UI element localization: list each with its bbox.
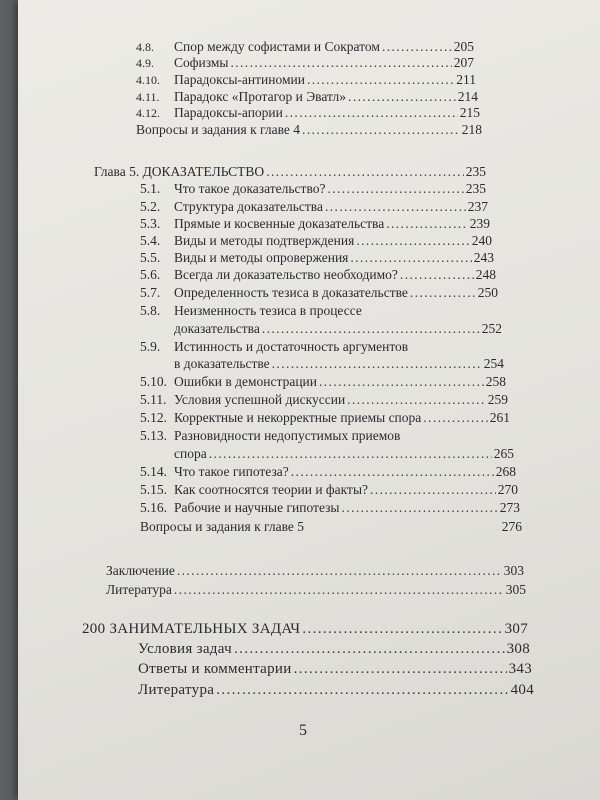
entry-page: 237 — [467, 199, 488, 214]
entry-number: 5.8. — [140, 303, 161, 318]
entry-page: 218 — [461, 122, 482, 137]
entry-page: 343 — [508, 661, 532, 677]
entry-page: 258 — [485, 374, 506, 389]
toc-entry-4-8 — [136, 39, 474, 55]
entry-page: 207 — [453, 55, 474, 70]
leader-dots — [325, 199, 466, 215]
entry-page: 214 — [457, 89, 478, 104]
entry-page: 276 — [501, 519, 522, 534]
section-title: 200 ЗАНИМАТЕЛЬНЫХ ЗАДАЧ — [82, 621, 301, 637]
leader-dots — [350, 250, 471, 266]
entry-number: 5.4. — [140, 233, 161, 248]
page-number: 5 — [299, 722, 307, 739]
entry-page: 235 — [465, 181, 486, 196]
leader-dots — [291, 464, 494, 480]
leader-dots — [347, 392, 486, 408]
entry-title: Виды и методы подтверждения — [174, 233, 355, 248]
entry-page: 250 — [477, 285, 498, 300]
toc-entry-4-12 — [136, 105, 480, 121]
entry-title: Виды и методы опровержения — [174, 250, 349, 265]
entry-title: Условия задач — [138, 641, 232, 657]
entry-page: 305 — [505, 582, 526, 597]
toc-entry-5-15 — [140, 482, 518, 498]
toc-puzzles-section — [82, 621, 528, 637]
entry-page: 235 — [465, 164, 486, 179]
entry-title: Парадоксы-антиномии — [174, 72, 305, 87]
entry-title: Разновидности недопустимых приемов — [174, 428, 401, 443]
entry-title: Условия успешной дискуссии — [174, 392, 346, 407]
entry-title: Вопросы и задания к главе 4 — [136, 122, 300, 137]
leader-dots — [177, 563, 502, 579]
leader-dots — [342, 500, 498, 516]
entry-title: Что такое гипотеза? — [174, 464, 289, 479]
toc-entry-5-16 — [140, 500, 520, 516]
entry-number: 5.1. — [140, 181, 161, 196]
entry-page: 240 — [471, 233, 492, 248]
entry-title: Неизменность тезиса в процессе — [174, 303, 362, 318]
entry-number: 5.9. — [140, 339, 161, 354]
leader-dots — [209, 446, 492, 462]
leader-dots — [307, 72, 454, 88]
entry-number: 4.11. — [136, 90, 160, 104]
toc-literature — [106, 582, 526, 598]
toc-entry-5-10 — [140, 374, 506, 390]
entry-number: 5.10. — [140, 374, 167, 389]
entry-title-continued: доказательства — [174, 321, 260, 336]
leader-dots — [266, 164, 464, 180]
entry-title: Парадоксы-апории — [174, 105, 283, 120]
entry-title: Софизмы — [174, 55, 229, 70]
table-of-contents — [18, 0, 600, 800]
entry-page: 254 — [483, 356, 504, 371]
entry-title: Спор между софистами и Сократом — [174, 39, 380, 54]
leader-dots — [400, 267, 474, 283]
entry-title: Истинность и достаточность аргументов — [174, 339, 409, 354]
toc-entry-5-6 — [140, 267, 496, 283]
entry-number: 4.8. — [136, 40, 154, 54]
chapter-title: Глава 5. ДОКАЗАТЕЛЬСТВО — [94, 164, 265, 179]
entry-title: Парадокс «Протагор и Эватл» — [174, 89, 347, 104]
leader-dots — [230, 55, 451, 71]
toc-entry-4-11 — [136, 89, 478, 105]
toc-entry-4-9 — [136, 55, 474, 71]
entry-title-continued: спора — [174, 446, 207, 461]
entry-number: 5.12. — [140, 410, 167, 425]
entry-number: 4.10. — [136, 73, 160, 87]
entry-title: Структура доказательства — [174, 199, 323, 214]
entry-title: Литература — [138, 682, 215, 698]
book-page — [18, 0, 600, 800]
entry-page: 268 — [495, 464, 516, 479]
entry-title: Литература — [106, 582, 172, 597]
toc-chapter-5 — [94, 164, 486, 180]
leader-dots — [319, 374, 484, 390]
entry-page: 243 — [473, 250, 494, 265]
leader-dots — [272, 356, 482, 372]
leader-dots — [356, 233, 469, 249]
entry-number: 5.6. — [140, 267, 161, 282]
leader-dots — [302, 621, 502, 637]
entry-page: 205 — [453, 39, 474, 54]
toc-entry-5-1 — [140, 181, 486, 197]
toc-entry-5-8-line1 — [140, 303, 362, 319]
entry-title: Всегда ли доказательство необходимо? — [174, 267, 398, 282]
toc-entry-4-10 — [136, 72, 476, 88]
entry-number: 4.9. — [136, 56, 154, 70]
entry-page: 273 — [499, 500, 520, 515]
toc-questions-ch4 — [136, 122, 482, 138]
toc-entry-5-4 — [140, 233, 492, 249]
leader-dots — [216, 682, 508, 698]
leader-dots — [285, 105, 458, 121]
leader-dots — [294, 661, 507, 677]
entry-title: Вопросы и задания к главе 5 — [140, 519, 304, 534]
entry-title: Рабочие и научные гипотезы — [174, 500, 340, 515]
leader-dots — [302, 122, 460, 138]
entry-title-continued: в доказательстве — [174, 356, 270, 371]
leader-dots — [410, 285, 476, 301]
entry-number: 5.13. — [140, 428, 167, 443]
entry-title: Определенность тезиса в доказательстве — [174, 285, 408, 300]
leader-dots — [423, 410, 487, 426]
entry-page: 215 — [459, 105, 480, 120]
toc-entry-5-7 — [140, 285, 498, 301]
leader-dots — [382, 39, 452, 55]
toc-puzzles-literature — [138, 682, 534, 698]
leader-dots — [262, 321, 480, 337]
entry-page: 252 — [481, 321, 502, 336]
toc-entry-5-11 — [140, 392, 508, 408]
entry-number: 5.16. — [140, 500, 167, 515]
entry-title: Ошибки в демонстрации — [174, 374, 317, 389]
entry-title: Заключение — [106, 563, 175, 578]
toc-entry-5-13-line1 — [140, 428, 400, 444]
leader-dots — [327, 181, 463, 197]
entry-number: 5.15. — [140, 482, 167, 497]
entry-page: 308 — [506, 641, 530, 657]
toc-entry-5-14 — [140, 464, 516, 480]
toc-entry-5-9 — [174, 356, 504, 372]
entry-number: 5.3. — [140, 216, 161, 231]
entry-page: 307 — [504, 621, 528, 637]
entry-page: 270 — [497, 482, 518, 497]
entry-page: 303 — [503, 563, 524, 578]
entry-page: 248 — [475, 267, 496, 282]
entry-page: 404 — [510, 682, 534, 698]
entry-number: 5.11. — [140, 392, 167, 407]
entry-number: 5.5. — [140, 250, 161, 265]
entry-number: 5.2. — [140, 199, 161, 214]
toc-entry-5-12 — [140, 410, 510, 426]
leader-dots — [174, 582, 504, 598]
toc-entry-5-13 — [174, 446, 514, 462]
entry-title: Прямые и косвенные доказательства — [174, 216, 385, 231]
toc-entry-5-3 — [140, 216, 490, 232]
entry-title: Как соотносятся теории и факты? — [174, 482, 369, 497]
entry-title: Что такое доказательство? — [174, 181, 326, 196]
leader-dots — [370, 482, 496, 498]
toc-entry-5-5 — [140, 250, 494, 266]
entry-number: 5.7. — [140, 285, 161, 300]
entry-title: Ответы и комментарии — [138, 661, 292, 677]
toc-entry-5-8 — [174, 321, 502, 337]
toc-questions-ch5 — [140, 519, 522, 535]
entry-page: 265 — [493, 446, 514, 461]
leader-dots — [386, 216, 468, 232]
entry-number: 5.14. — [140, 464, 167, 479]
entry-page: 239 — [469, 216, 490, 231]
entry-page: 261 — [489, 410, 510, 425]
toc-conclusion — [106, 563, 524, 579]
entry-page: 259 — [487, 392, 508, 407]
toc-entry-5-9-line1 — [140, 339, 408, 355]
leader-dots — [348, 89, 456, 105]
entry-title: Корректные и некорректные приемы спора — [174, 410, 422, 425]
leader-dots — [234, 641, 505, 657]
toc-puzzles-conditions — [138, 641, 530, 657]
toc-puzzles-answers — [138, 661, 532, 677]
entry-number: 4.12. — [136, 106, 160, 120]
toc-entry-5-2 — [140, 199, 488, 215]
entry-page: 211 — [456, 72, 476, 87]
